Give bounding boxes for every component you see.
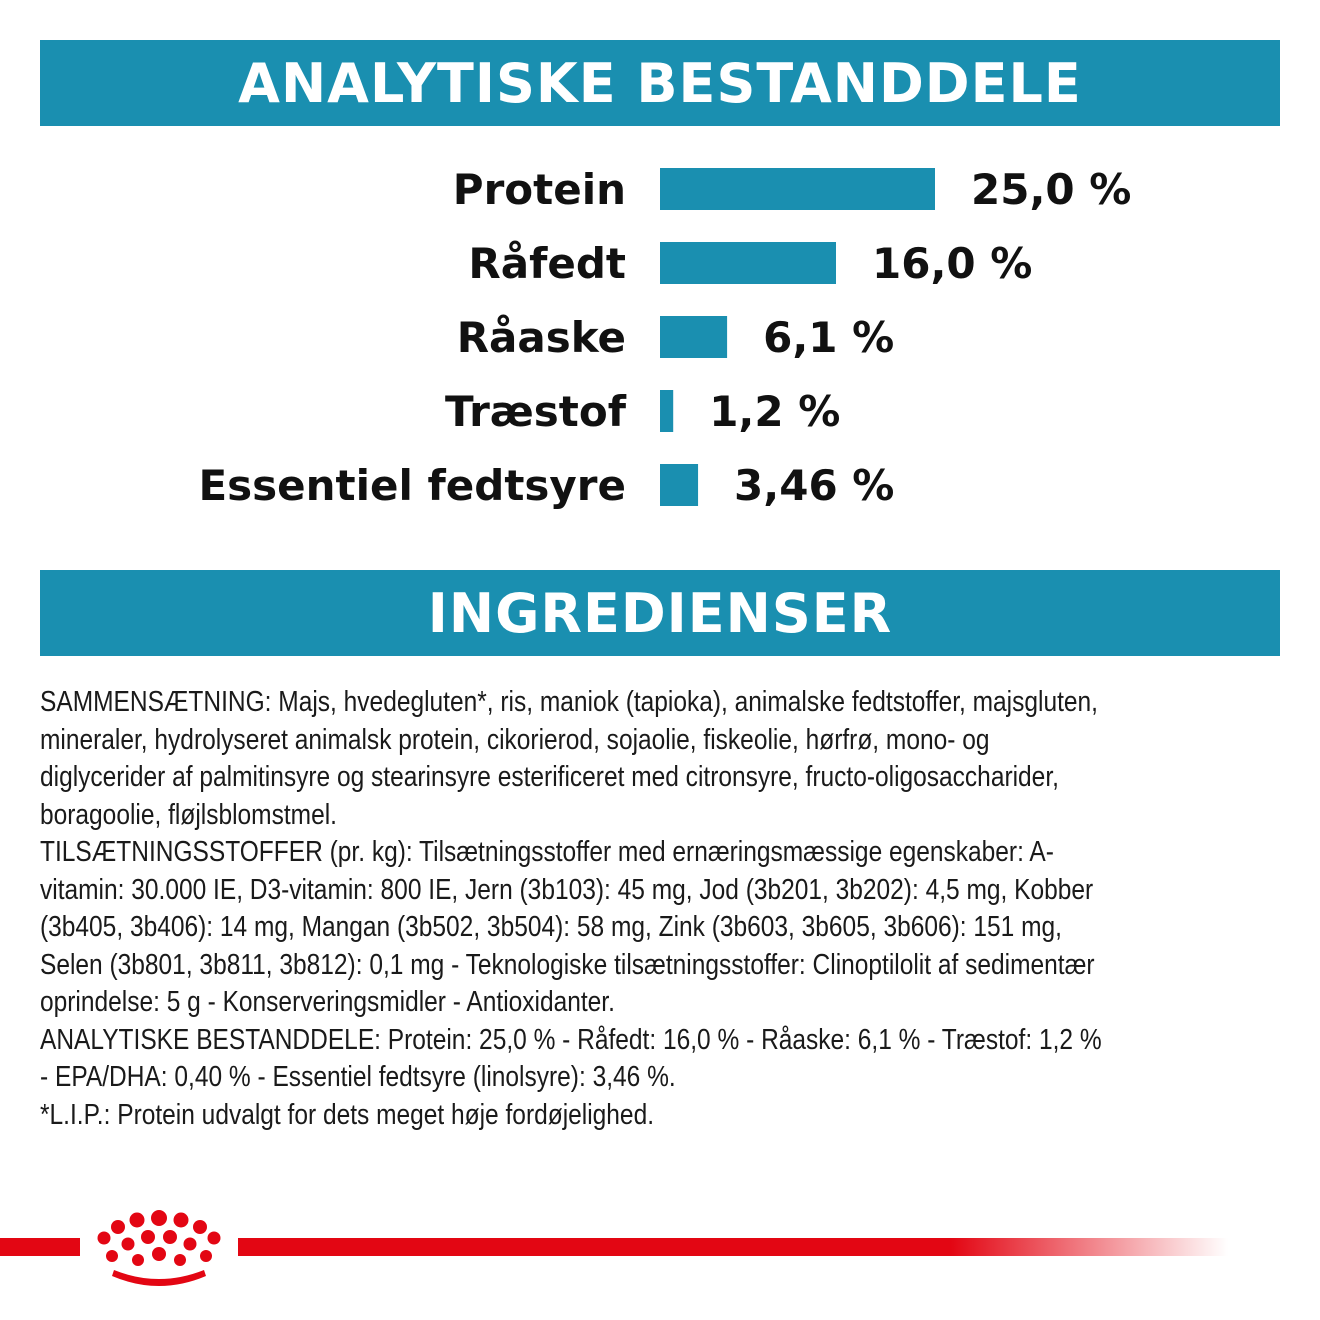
category-label-raafedt: Råfedt <box>468 239 626 288</box>
value-label-essentiel-fedtsyre: 3,46 % <box>734 461 895 510</box>
category-label-raaaske: Råaske <box>456 313 626 362</box>
ingredients-text <box>40 684 1111 1134</box>
bar-essentiel-fedtsyre <box>660 464 698 506</box>
brand-line-right <box>238 1238 1228 1256</box>
ingredients-additives: TILSÆTNINGSSTOFFER (pr. kg): Tilsætningsstoffer med ernæringsmæssige egenskaber: A-vitamin: 30.000 IE, D3-vitamin: 800 IE, Jern (3b103): 45 mg, Jod (3b201, 3b202): 4,5 mg, Kobber (3b405, 3b406): 14 mg, Mangan (3b502, 3b504): 58 mg, Zink (3b603, 3b605, 3b606): 151 mg, Selen (3b801, 3b811, 3b812): 0,1 mg - Teknologiske tilsætningsstoffer: Clinoptilolit af sedimentær oprindelse: 5 g - Konserveringsmidler - Antioxidanter. <box>40 836 1095 1018</box>
bar-protein <box>660 168 935 210</box>
nutrient-bar-chart <box>0 150 1320 530</box>
category-label-essentiel-fedtsyre: Essentiel fedtsyre <box>198 461 626 510</box>
bar-traestof <box>660 390 673 432</box>
ingredients-banner <box>40 570 1280 656</box>
category-label-protein: Protein <box>452 165 626 214</box>
value-label-protein: 25,0 % <box>971 165 1132 214</box>
category-label-traestof: Træstof <box>445 387 626 436</box>
bar-raafedt <box>660 242 836 284</box>
brand-line <box>0 1196 1320 1286</box>
bar-raaaske <box>660 316 727 358</box>
crown-logo-icon <box>98 1210 221 1286</box>
value-label-raaaske: 6,1 % <box>763 313 895 362</box>
value-label-traestof: 1,2 % <box>709 387 841 436</box>
ingredients-title: INGREDIENSER <box>427 581 893 645</box>
analysis-title: ANALYTISKE BESTANDDELE <box>238 51 1082 115</box>
ingredients-composition: SAMMENSÆTNING: Majs, hvedegluten*, ris, maniok (tapioka), animalske fedtstoffer, majsgluten, mineraler, hydrolyseret animalsk protein, cikorierod, sojaolie, fiskeolie, hørfrø, mono- og diglycerider af palmitinsyre og stearinsyre esterificeret med citronsyre, fructo-oligosaccharider, boragoolie, fløjlsblomstmel. <box>40 686 1098 831</box>
ingredients-footnote: *L.I.P.: Protein udvalgt for dets meget høje fordøjelighed. <box>40 1098 655 1131</box>
value-label-raafedt: 16,0 % <box>872 239 1033 288</box>
brand-line-left <box>0 1238 80 1256</box>
analysis-banner <box>40 40 1280 126</box>
ingredients-analysis: ANALYTISKE BESTANDDELE: Protein: 25,0 % - Råfedt: 16,0 % - Råaske: 6,1 % - Træstof: 1,2 % - EPA/DHA: 0,40 % - Essentiel fedtsyre (linolsyre): 3,46 %. <box>40 1023 1102 1093</box>
